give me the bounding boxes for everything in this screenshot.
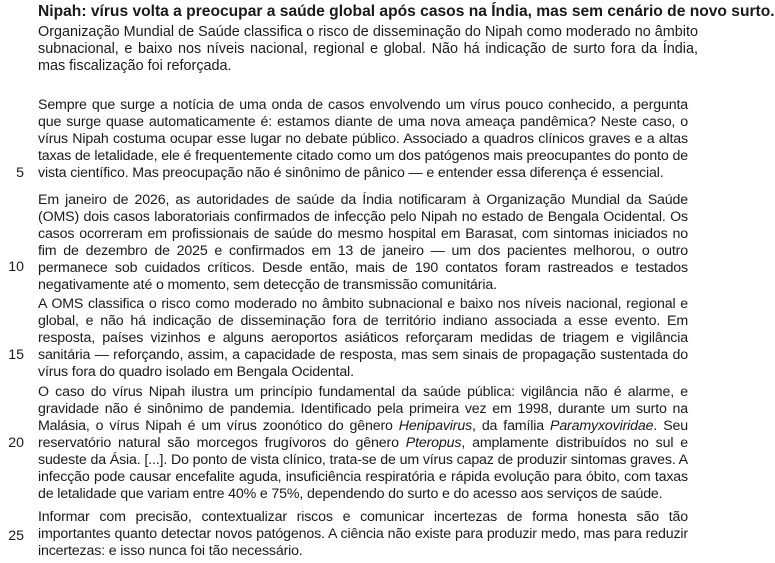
line-number-15: 15 (8, 347, 24, 363)
paragraph-2: Em janeiro de 2026, as autoridades de saúde da Índia notificaram à Organização Mundial da Saúde (OMS) dois casos laboratoriais confirmados de infecção pelo Nipah no estado de Bengala Ocidental. Os casos ocorreram em profissionais de saúde do mesmo hospital em Barasat, com sintomas iniciados no fim de dezembro de 2025 e confirmados em 13 de janeiro — um dos pacientes melhorou, o outro permanece sob cuidados críticos. Desde então, mais de 190 contatos foram rastreados e testados negativamente até o momento, sem detecção de transmissão comunitária. (38, 192, 688, 293)
article-title: Nipah: vírus volta a preocupar a saúde global após casos na Índia, mas sem cenário de novo surto. (38, 3, 775, 20)
paragraph-4-text-3: . Seu reservatório natural são morcegos frugívoros do gênero (38, 418, 688, 451)
bat-genus-name: Pteropus (405, 435, 462, 451)
line-number-10: 10 (8, 259, 24, 275)
line-number-5: 5 (16, 165, 24, 181)
genus-name: Henipavirus (398, 418, 473, 434)
article-subtitle: Organização Mundial de Saúde classifica o risco de disseminação do Nipah como moderado no âmbito subnacional, e baixo nos níveis nacional, regional e global. Não há indicação de surto fora da Índia, mas fiscalização foi reforçada. (38, 24, 698, 74)
line-number-20: 20 (8, 435, 24, 451)
paragraph-4-text-2: , da família (472, 418, 550, 434)
line-number-25: 25 (8, 528, 24, 544)
paragraph-1: Sempre que surge a notícia de uma onda de casos envolvendo um vírus pouco conhecido, a pergunta que surge quase automaticamente é: estamos diante de uma nova ameaça pandêmica? Neste caso, o vírus Nipah costuma ocupar esse lugar no debate público. Associado a quadros clínicos graves e a altas taxas de letalidade, ele é frequentemente citado como um dos patógenos mais preocupantes do ponto de vista científico. Mas preocupação não é sinônimo de pânico — e entender essa diferença é essencial. (38, 97, 688, 181)
paragraph-3: A OMS classifica o risco como moderado no âmbito subnacional e baixo nos níveis nacional, regional e global, e não há indicação de disseminação fora de território indiano associada a esse evento. Em resposta, países vizinhos e alguns aeroportos asiáticos reforçaram medidas de triagem e vigilância sanitária — reforçando, assim, a capacidade de resposta, mas sem sinais de propagação sustentada do vírus fora do quadro isolado em Bengala Ocidental. (38, 296, 688, 380)
family-name: Paramyxoviridae (550, 418, 654, 434)
paragraph-4 (38, 384, 688, 503)
paragraph-4-text-4: , amplamente distribuídos no sul e sudeste da Ásia. [...]. Do ponto de vista clínico, trata-se de um vírus capaz de produzir sintomas graves. A infecção pode causar encefalite aguda, insuficiência respiratória e rápida evolução para óbito, com taxas de letalidade que variam entre 40% e 75%, dependendo do surto e do acesso aos serviços de saúde. (38, 435, 688, 502)
paragraph-5: Informar com precisão, contextualizar riscos e comunicar incertezas de forma honesta são tão importantes quanto detectar novos patógenos. A ciência não existe para produzir medo, mas para reduzir incertezas: e isso nunca foi tão necessário. (38, 509, 688, 559)
paragraph-4-text-1: O caso do vírus Nipah ilustra um princípio fundamental da saúde pública: vigilância não é alarme, e gravidade não é sinônimo de pandemia. Identificado pela primeira vez em 1998, durante um surto na Malásia, o vírus Nipah é um vírus zoonótico do gênero (38, 384, 688, 434)
